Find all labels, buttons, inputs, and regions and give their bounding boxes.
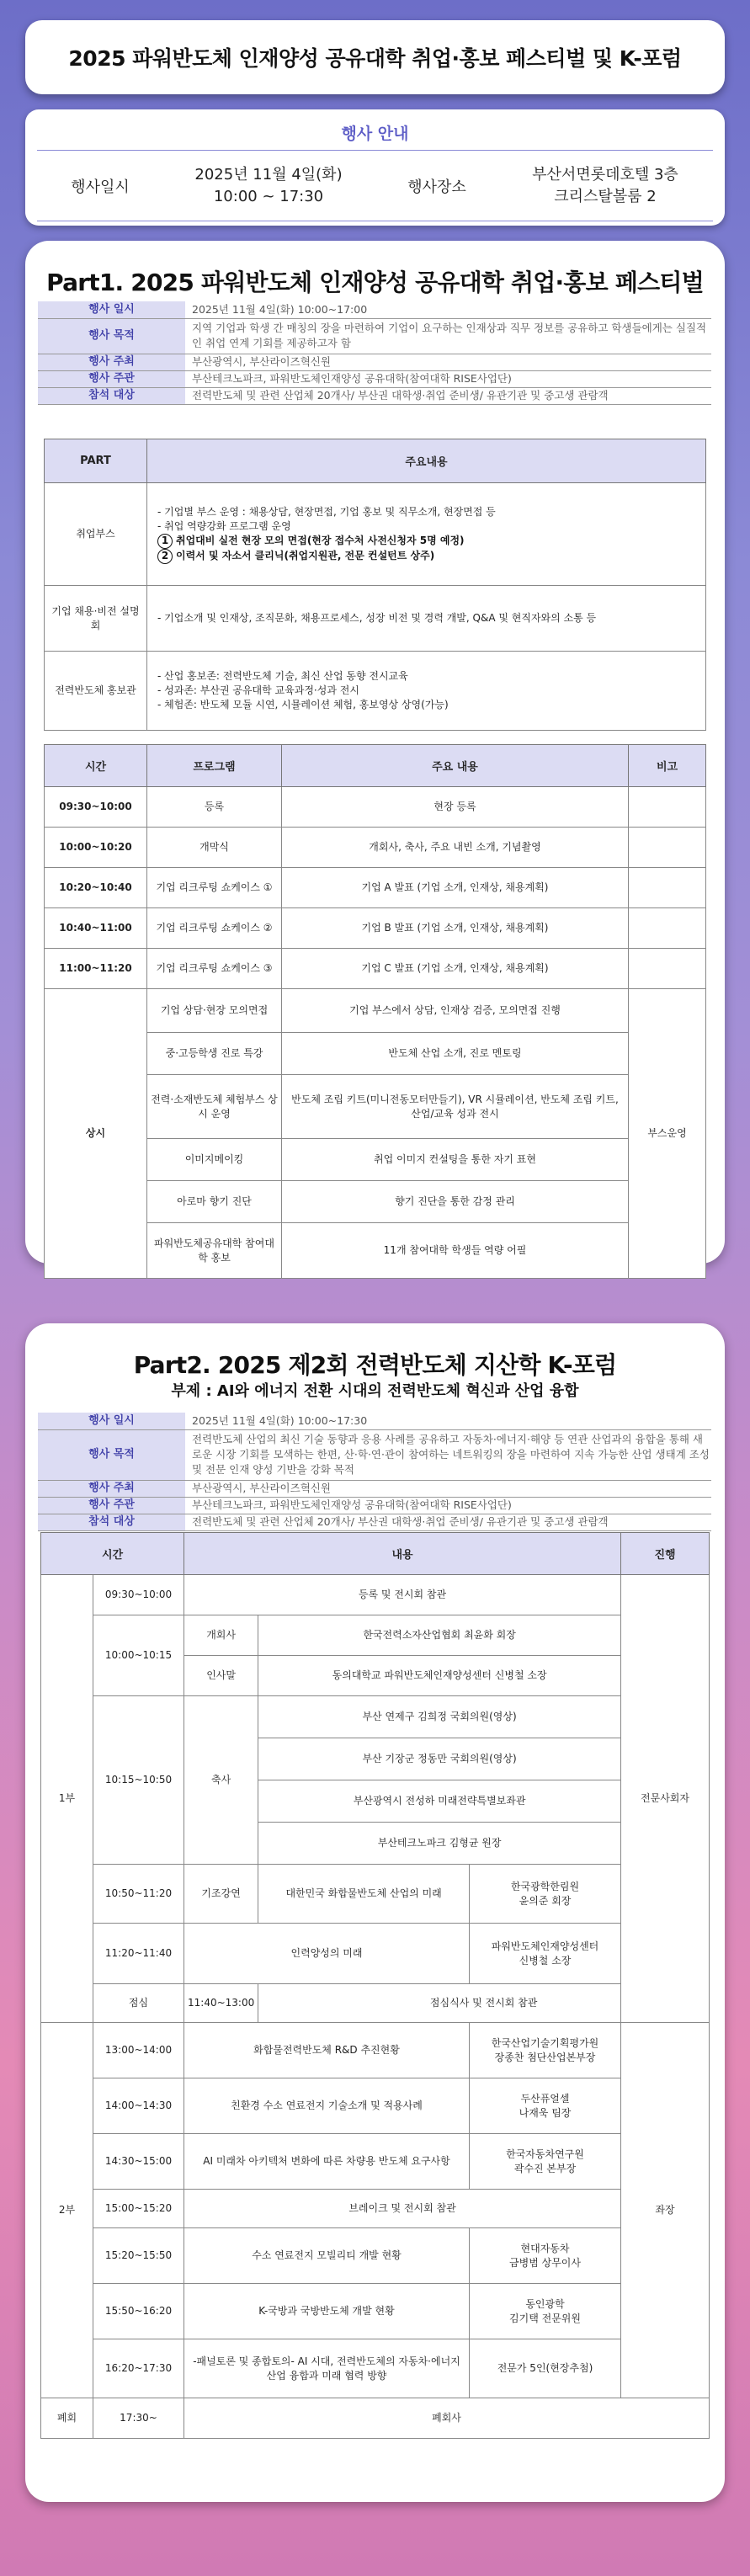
venue-value: 부산서면롯데호텔 3층 크리스탈볼룸 2 xyxy=(532,165,678,205)
part-content: - 산업 홍보존: 전력반도체 기술, 최신 산업 동향 전시교육 - 성과존: 부산권 공유대학 교육과정·성과 전시 - 체험존: 반도체 모듈 시연, 시뮬레이션 체험, 홍보영상 상영(가능) xyxy=(147,652,706,731)
meta-key: 행사 주관 xyxy=(38,1497,185,1514)
content-cell: K-국방과 국방반도체 개발 현황 xyxy=(184,2284,470,2339)
time-cell: 10:15~10:50 xyxy=(93,1696,184,1865)
content-cell: 부산테크노파크 김형균 원장 xyxy=(258,1823,621,1865)
meta-value: 부산테크노파크, 파워반도체인재양성 공유대학(참여대학 RISE사업단) xyxy=(185,370,711,387)
session-cell: 점심 xyxy=(93,1984,184,2023)
date-label: 행사일시 xyxy=(71,178,130,196)
meta-key: 참석 대상 xyxy=(38,387,185,404)
note-cell: 부스운영 xyxy=(629,989,706,1279)
speaker-cell: 동인광학 김기택 전문위원 xyxy=(470,2284,621,2339)
time-cell: 09:30~10:00 xyxy=(93,1575,184,1615)
col-host: 진행 xyxy=(621,1533,710,1575)
note-cell xyxy=(629,868,706,908)
part2-card xyxy=(25,1323,725,2502)
content-cell: 기업 B 발표 (기업 소개, 인재상, 채용계획) xyxy=(282,908,629,949)
time-cell: 10:00~10:15 xyxy=(93,1615,184,1696)
col-part: PART xyxy=(45,439,147,483)
meta-key: 행사 일시 xyxy=(38,301,185,318)
venue-label: 행사장소 xyxy=(407,178,466,196)
program-cell: 기업 리크루팅 쇼케이스 ② xyxy=(147,908,282,949)
content-cell: 인력양성의 미래 xyxy=(184,1924,470,1984)
content-cell: 동의대학교 파워반도체인재양성센터 신병철 소장 xyxy=(258,1656,621,1696)
program-cell: 아로마 향기 진단 xyxy=(147,1181,282,1223)
note-cell xyxy=(629,949,706,989)
time-cell: 14:00~14:30 xyxy=(93,2078,184,2134)
meta-key: 행사 목적 xyxy=(38,1429,185,1480)
program-cell: 기업 리크루팅 쇼케이스 ① xyxy=(147,868,282,908)
type-cell: 인사말 xyxy=(184,1656,258,1696)
part1-title: Part1. 2025 파워반도체 인재양성 공유대학 취업·홍보 페스티벌 xyxy=(46,269,704,296)
meta-value: 전력반도체 산업의 최신 기술 동향과 응용 사례를 공유하고 자동차·에너지·해양 등 연관 산업과의 융합을 통해 새로운 시장 기회를 모색하는 한편, 산·학·연·관이 참여하는 네트워킹의 장을 마련하여 지속 가능한 산업 생태계 조성 및 전문 인재 양성 기반을 강화 목적 xyxy=(185,1429,711,1480)
part-content: - 기업소개 및 인재상, 조직문화, 채용프로세스, 성장 비전 및 경력 개발, Q&A 및 현직자와의 소통 등 xyxy=(147,586,706,652)
speaker-cell: 한국산업기술기획평가원 장종찬 첨단산업본부장 xyxy=(470,2023,621,2078)
part-content: - 기업별 부스 운영 : 채용상담, 현장면접, 기업 홍보 및 직무소개, 현장면접 등 - 취업 역량강화 프로그램 운영 1 취업대비 실전 현장 모의 면접(현장 접수처 사전신청자 5명 예정) 2 이력서 및 자소서 클리닉(취업지원관, 전문 컨설턴트 상주) xyxy=(147,483,706,586)
program-cell: 기업 상담·현장 모의면접 xyxy=(147,989,282,1033)
content-cell: 취업 이미지 컨설팅을 통한 자기 표현 xyxy=(282,1139,629,1181)
note-cell xyxy=(629,908,706,949)
part1-card xyxy=(25,241,725,1264)
meta-value: 전력반도체 및 관련 산업체 20개사/ 부산권 대학생·취업 준비생/ 유관기관 및 중고생 관람객 xyxy=(185,1514,711,1530)
content-cell: 부산 연제구 김희정 국회의원(영상) xyxy=(258,1696,621,1738)
part-name: 전력반도체 홍보관 xyxy=(45,652,147,731)
time-cell: 14:30~15:00 xyxy=(93,2134,184,2190)
part1-schedule-table xyxy=(44,744,706,1279)
banner-title: 2025 파워반도체 인재양성 공유대학 취업·홍보 페스티벌 및 K-포럼 xyxy=(68,46,682,71)
speaker-cell: 파워반도체인재양성센터 신병철 소장 xyxy=(470,1924,621,1984)
time-cell: 13:00~14:00 xyxy=(93,2023,184,2078)
session-cell: 폐회 xyxy=(41,2398,93,2439)
program-cell: 전력·소재반도체 체험부스 상시 운영 xyxy=(147,1075,282,1139)
speaker-cell: 한국자동차연구원 곽수진 본부장 xyxy=(470,2134,621,2190)
content-cell: 점심식사 및 전시회 참관 xyxy=(258,1984,710,2023)
col-content: 내용 xyxy=(184,1533,621,1575)
meta-value: 2025년 11월 4일(화) 10:00~17:30 xyxy=(185,1413,711,1429)
program-cell: 등록 xyxy=(147,787,282,828)
part1-meta-table xyxy=(38,301,711,405)
content-cell: 부산 기장군 정동만 국회의원(영상) xyxy=(258,1738,621,1780)
col-content: 주요내용 xyxy=(147,439,706,483)
meta-value: 부산테크노파크, 파워반도체인재양성 공유대학(참여대학 RISE사업단) xyxy=(185,1497,711,1514)
speaker-cell: 현대자동차 금병범 상무이사 xyxy=(470,2228,621,2284)
time-cell: 15:20~15:50 xyxy=(93,2228,184,2284)
time-cell: 17:30~ xyxy=(93,2398,184,2439)
speaker-cell: 한국광학한림원 윤의준 회장 xyxy=(470,1865,621,1924)
time-cell: 11:00~11:20 xyxy=(45,949,147,989)
part2-schedule-table xyxy=(40,1532,710,2439)
session-cell: 2부 xyxy=(41,2023,93,2398)
col-time: 시간 xyxy=(45,745,147,787)
content-cell: 폐회사 xyxy=(184,2398,710,2439)
time-cell: 09:30~10:00 xyxy=(45,787,147,828)
info-row xyxy=(37,151,713,221)
time-cell: 16:20~17:30 xyxy=(93,2339,184,2398)
time-cell: 11:40~13:00 xyxy=(184,1984,258,2023)
content-cell: 기업 A 발표 (기업 소개, 인재상, 채용계획) xyxy=(282,868,629,908)
session-cell: 1부 xyxy=(41,1575,93,2023)
content-cell: 기업 C 발표 (기업 소개, 인재상, 채용계획) xyxy=(282,949,629,989)
col-note: 비고 xyxy=(629,745,706,787)
content-cell: 화합물전력반도체 R&D 추진현황 xyxy=(184,2023,470,2078)
content-cell: 등록 및 전시회 참관 xyxy=(184,1575,621,1615)
content-cell: 한국전력소자산업협회 최윤화 회장 xyxy=(258,1615,621,1656)
time-cell: 10:40~11:00 xyxy=(45,908,147,949)
program-cell: 파워반도체공유대학 참여대학 홍보 xyxy=(147,1223,282,1279)
meta-value: 2025년 11월 4일(화) 10:00~17:00 xyxy=(185,301,711,318)
part2-subtitle: 부제 : AI와 에너지 전환 시대의 전력반도체 혁신과 산업 융합 xyxy=(171,1382,579,1400)
note-cell xyxy=(629,787,706,828)
content-cell: 반도체 산업 소개, 진로 멘토링 xyxy=(282,1033,629,1075)
content-cell: 부산광역시 전성하 미래전략특별보좌관 xyxy=(258,1780,621,1823)
event-banner xyxy=(25,20,725,94)
time-cell: 15:50~16:20 xyxy=(93,2284,184,2339)
part2-title: Part2. 2025 제2회 전력반도체 지산학 K-포럼 xyxy=(133,1351,617,1379)
meta-key: 행사 일시 xyxy=(38,1413,185,1429)
part-name: 취업부스 xyxy=(45,483,147,586)
meta-value: 부산광역시, 부산라이즈혁신원 xyxy=(185,1480,711,1497)
time-cell: 10:50~11:20 xyxy=(93,1865,184,1924)
col-program: 프로그램 xyxy=(147,745,282,787)
program-cell: 개막식 xyxy=(147,828,282,868)
host-cell: 좌장 xyxy=(621,2023,710,2398)
program-cell: 기업 리크루팅 쇼케이스 ③ xyxy=(147,949,282,989)
content-cell: 친환경 수소 연료전지 기술소개 및 적용사례 xyxy=(184,2078,470,2134)
col-content: 주요 내용 xyxy=(282,745,629,787)
speaker-cell: 전문가 5인(현장추첨) xyxy=(470,2339,621,2398)
content-cell: 기업 부스에서 상담, 인재상 검증, 모의면접 진행 xyxy=(282,989,629,1033)
meta-value: 전력반도체 및 관련 산업체 20개사/ 부산권 대학생·취업 준비생/ 유관기관 및 중고생 관람객 xyxy=(185,387,711,404)
time-cell: 10:00~10:20 xyxy=(45,828,147,868)
content-cell: 개회사, 축사, 주요 내빈 소개, 기념촬영 xyxy=(282,828,629,868)
content-cell: 수소 연료전지 모빌리티 개발 현황 xyxy=(184,2228,470,2284)
content-cell: -패널토론 및 종합토의- AI 시대, 전력반도체의 자동차·에너지 산업 융합과 미래 협력 방향 xyxy=(184,2339,470,2398)
content-cell: 브레이크 및 전시회 참관 xyxy=(184,2190,621,2228)
meta-value: 지역 기업과 학생 간 매칭의 장을 마련하여 기업이 요구하는 인재상과 직무 정보를 공유하고 학생들에게는 실질적인 취업 연계 기회를 제공하고자 함 xyxy=(185,318,711,354)
part-name: 기업 채용·비전 설명회 xyxy=(45,586,147,652)
host-cell: 전문사회자 xyxy=(621,1575,710,2023)
content-cell: AI 미래차 아키텍처 변화에 따른 차량용 반도체 요구사항 xyxy=(184,2134,470,2190)
part-overview-table xyxy=(44,439,706,731)
time-cell: 10:20~10:40 xyxy=(45,868,147,908)
meta-key: 행사 목적 xyxy=(38,318,185,354)
meta-key: 참석 대상 xyxy=(38,1514,185,1530)
date-value: 2025년 11월 4일(화) 10:00 ~ 17:30 xyxy=(194,165,343,205)
content-cell: 향기 진단을 통한 감정 관리 xyxy=(282,1181,629,1223)
event-info-card xyxy=(25,109,725,226)
number-circle: 2 xyxy=(157,549,173,564)
type-cell: 축사 xyxy=(184,1696,258,1865)
meta-key: 행사 주최 xyxy=(38,354,185,370)
program-cell: 이미지메이킹 xyxy=(147,1139,282,1181)
meta-key: 행사 주최 xyxy=(38,1480,185,1497)
program-cell: 중·고등학생 진로 특강 xyxy=(147,1033,282,1075)
number-circle: 1 xyxy=(157,534,173,549)
content-cell: 대한민국 화합물반도체 산업의 미래 xyxy=(258,1865,470,1924)
meta-key: 행사 주관 xyxy=(38,370,185,387)
time-cell: 15:00~15:20 xyxy=(93,2190,184,2228)
col-time: 시간 xyxy=(41,1533,184,1575)
type-cell: 개회사 xyxy=(184,1615,258,1656)
time-cell: 상시 xyxy=(45,989,147,1279)
content-cell: 현장 등록 xyxy=(282,787,629,828)
type-cell: 기조강연 xyxy=(184,1865,258,1924)
part2-meta-table xyxy=(38,1413,711,1531)
info-title: 행사 안내 xyxy=(341,125,409,143)
speaker-cell: 두산퓨얼셀 나재욱 팀장 xyxy=(470,2078,621,2134)
time-cell: 11:20~11:40 xyxy=(93,1924,184,1984)
note-cell xyxy=(629,828,706,868)
content-cell: 11개 참여대학 학생들 역량 어필 xyxy=(282,1223,629,1279)
content-cell: 반도체 조립 키트(미니전동모터만들기), VR 시뮬레이션, 반도체 조립 키트, 산업/교육 성과 전시 xyxy=(282,1075,629,1139)
meta-value: 부산광역시, 부산라이즈혁신원 xyxy=(185,354,711,370)
